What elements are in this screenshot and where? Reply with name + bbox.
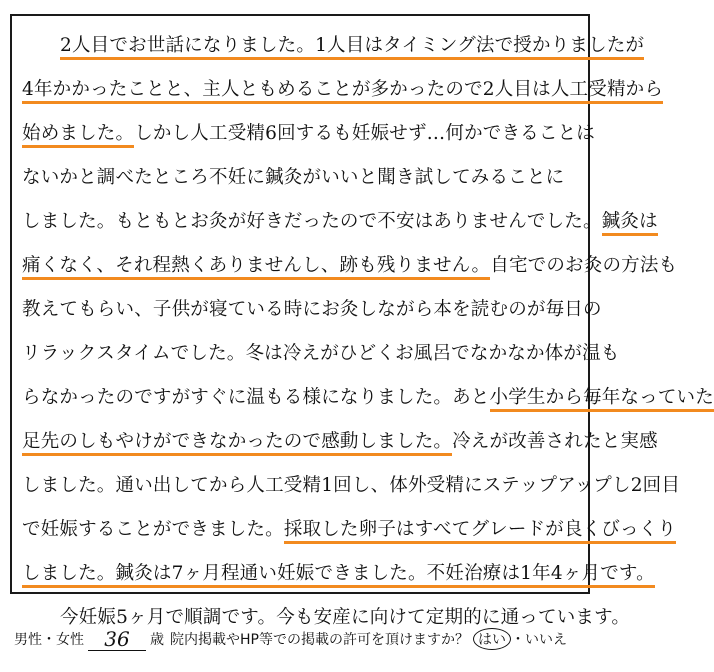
age-value: 36 (88, 628, 146, 651)
letter-line (22, 332, 620, 376)
letter-segment: 小学生から毎年なっていた (490, 387, 714, 412)
letter-segment: 採取した卵子はすべてグレードが良くびっくり (284, 519, 676, 544)
letter-segment: 4年かかったことと、主人ともめることが多かったので2人目は人工受精から (22, 79, 663, 104)
letter-segment: 痛くなく、それ程熱くありませんし、跡も残りません。 (22, 255, 490, 280)
letter-segment: ないかと調べたところ不妊に鍼灸がいいと聞き試してみることに (22, 167, 565, 188)
letter-line (22, 24, 645, 68)
letter-line (22, 420, 658, 464)
letter-line (22, 200, 658, 244)
letter-segment: しかし人工受精6回するも妊娠せず…何かできることは (134, 123, 595, 144)
letter-segment: らなかったのですがすぐに温もる様になりました。あと (22, 387, 490, 408)
gender-label: 男性・女性 (14, 632, 84, 648)
letter-line (22, 288, 602, 332)
permission-footer (14, 624, 594, 654)
permission-question: 院内掲載やHP等での掲載の許可を頂けますか？ (170, 632, 469, 648)
letter-segment: リラックスタイムでした。冬は冷えがひどくお風呂でなかなか体が温も (22, 343, 620, 364)
letter-segment: しました。通い出してから人工受精1回し、体外受精にステップアップし2回目 (22, 475, 681, 496)
letter-line (22, 376, 714, 420)
letter-segment: 鍼灸は (602, 211, 658, 236)
letter-line (22, 244, 678, 288)
age-unit: 歳 (150, 632, 164, 648)
answer-yes-circled: はい (473, 628, 511, 650)
letter-segment: 始めました。 (22, 123, 134, 148)
letter-line (22, 68, 664, 112)
letter-segment: 冷えが改善されたと実感 (452, 431, 658, 452)
answer-separator: ・ (510, 632, 525, 648)
letter-line (22, 112, 595, 156)
letter-line (22, 552, 655, 596)
letter-segment: 今妊娠5ヶ月で順調です。今も安産に向けて定期的に通っています。 (60, 607, 631, 628)
handwritten-letter (22, 24, 714, 640)
letter-segment: 教えてもらい、子供が寝ている時にお灸しながら本を読むのが毎日の (22, 299, 602, 320)
letter-segment: しました。鍼灸は7ヶ月程通い妊娠できました。不妊治療は1年4ヶ月です。 (22, 563, 655, 588)
letter-line (22, 464, 681, 508)
letter-segment: 足先のしもやけができなかったので感動しました。 (22, 431, 452, 456)
letter-segment: で妊娠することができました。 (22, 519, 284, 540)
letter-segment: しました。もともとお灸が好きだったので不安はありませんでした。 (22, 211, 602, 232)
letter-line (22, 156, 578, 200)
letter-segment: 2人目でお世話になりました。1人目はタイミング法で授かりましたが (60, 35, 644, 60)
answer-no: いいえ (524, 632, 567, 648)
letter-line (22, 508, 677, 552)
letter-segment: 自宅でのお灸の方法も (490, 255, 678, 276)
